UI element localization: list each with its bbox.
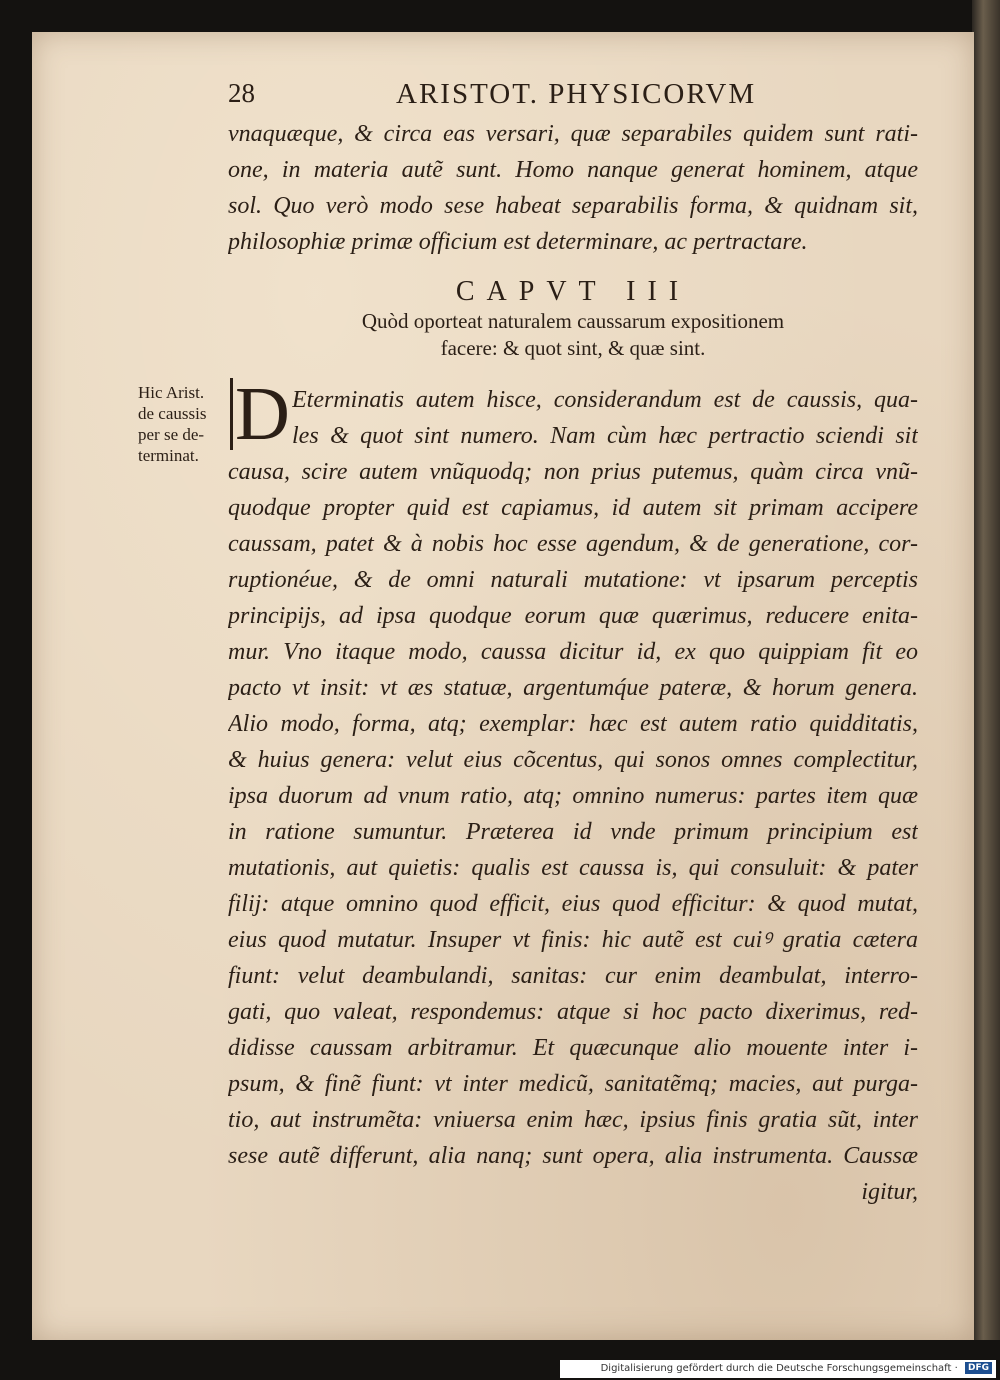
text-line: ruptionéue, & de omni naturali mutatione: vt ipsarum perceptis [228, 567, 918, 593]
text-line: in ratione sumuntur. Præterea id vnde primum principium est [228, 819, 918, 845]
scan-edge [972, 0, 1000, 1340]
text-line: caussam, patet & à nobis hoc esse agendum, & de generatione, cor- [228, 531, 918, 557]
continued-text [228, 116, 918, 260]
margin-note-line: de caussis [138, 404, 207, 423]
text-line: quodque propter quid est capiamus, id autem sit primam accipere [228, 495, 918, 521]
text-line: philosophiæ primæ officium est determinare, ac pertractare. [228, 229, 808, 255]
text-line: pacto vt insit: vt æs statuæ, argentumq́ue pateræ, & horum genera. [228, 675, 918, 701]
text-line: mutationis, aut quietis: qualis est caussa is, qui consuluit: & pater [228, 855, 918, 881]
margin-note-line: terminat. [138, 446, 199, 465]
text-line: psum, & finẽ fiunt: vt inter medicũ, sanitatẽmq; macies, aut purga- [228, 1071, 918, 1097]
margin-note-line: Hic Arist. [138, 383, 205, 402]
footer-credit: Digitalisierung gefördert durch die Deutsche Forschungsgemeinschaft · [600, 1363, 958, 1374]
page-number: 28 [228, 78, 255, 108]
text-line: vnaquæque, & circa eas versari, quæ separabiles quidem sunt rati- [228, 121, 918, 147]
text-line: one, in materia autẽ sunt. Homo nanque generat hominem, atque [228, 157, 918, 183]
digitization-footer [560, 1360, 996, 1378]
text-line: Eterminatis autem hisce, considerandum est de caussis, qua- [292, 387, 918, 413]
chapter-text [228, 382, 918, 1210]
text-line: sese autẽ differunt, alia nanq; sunt opera, alia instrumenta. Caussæ [228, 1143, 918, 1169]
text-line: principijs, ad ipsa quodque eorum quæ quærimus, reducere enita- [228, 603, 918, 629]
chapter-heading [228, 276, 918, 362]
text-line: les & quot sint numero. Nam cùm hæc pertractio sciendi sit [292, 423, 918, 449]
text-line: ipsa duorum ad vnum ratio, atq; omnino numerus: partes item quæ [228, 783, 918, 809]
text-line: & huius genera: velut eius cõcentus, qui sonos omnes complectitur, [228, 747, 918, 773]
text-line: sol. Quo verò modo sese habeat separabilis forma, & quidnam sit, [228, 193, 918, 219]
text-line: eius quod mutatur. Insuper vt finis: hic autẽ est cuiꝰ gratia cætera [228, 927, 918, 953]
text-line: mur. Vno itaque modo, caussa dicitur id, ex quo quippiam fit eo [228, 639, 918, 665]
dfg-logo: DFG [965, 1362, 992, 1374]
margin-note-line: per se de- [138, 425, 205, 444]
page-header [228, 78, 918, 112]
text-line: causa, scire autem vnũquodq; non prius putemus, quàm circa vnũ- [228, 459, 918, 485]
text-line: Alio modo, forma, atq; exemplar: hæc est autem ratio quidditatis, [228, 711, 918, 737]
text-line: tio, aut instrumẽta: vniuersa enim hæc, ipsius finis gratia sũt, inter [228, 1107, 918, 1133]
text-line: didisse caussam arbitramur. Et quæcunque alio mouente inter i- [228, 1035, 918, 1061]
drop-cap: D [230, 378, 290, 450]
text-line: fiunt: velut deambulandi, sanitas: cur enim deambulat, interro- [228, 963, 918, 989]
running-head: ARISTOT. PHYSICORVM [396, 78, 757, 110]
text-line: filij: atque omnino quod efficit, eius quod efficitur: & quod mutat, [228, 891, 918, 917]
catchword: igitur, [861, 1179, 918, 1205]
chapter-subtitle-line: Quòd oporteat naturalem caussarum expositionem [361, 309, 785, 333]
text-line: gati, quo valeat, respondemus: atque si hoc pacto dixerimus, red- [228, 999, 918, 1025]
margin-note [138, 382, 230, 466]
chapter-subtitle-line: facere: & quot sint, & quæ sint. [440, 336, 706, 360]
chapter-title: CAPVT III [455, 276, 691, 307]
